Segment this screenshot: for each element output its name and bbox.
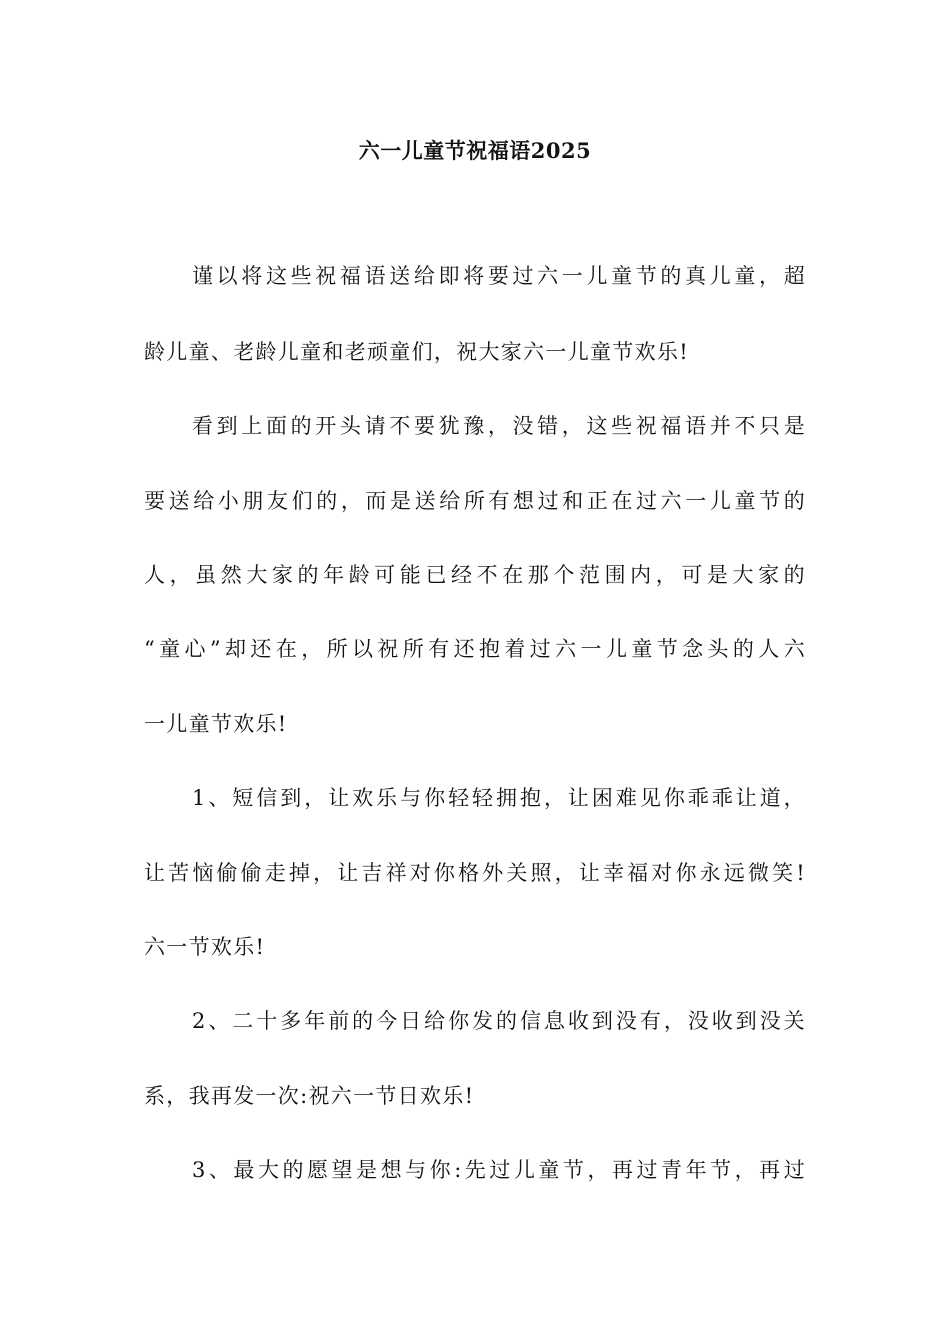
paragraph-explanation-line-1: 看到上面的开头请不要犹豫，没错，这些祝福语并不只是 xyxy=(192,414,806,438)
paragraph-explanation-line-2: 要送给小朋友们的，而是送给所有想过和正在过六一儿童节的 xyxy=(144,489,806,513)
blessing-1-line-1: 1、短信到，让欢乐与你轻轻拥抱，让困难见你乖乖让道， xyxy=(192,786,806,810)
paragraph-intro-line-1: 谨以将这些祝福语送给即将要过六一儿童节的真儿童，超 xyxy=(192,264,806,288)
blessing-3-line-1: 3、最大的愿望是想与你:先过儿童节，再过青年节，再过 xyxy=(192,1158,806,1182)
paragraph-explanation-line-4: “童心”却还在，所以祝所有还抱着过六一儿童节念头的人六 xyxy=(144,637,806,661)
paragraph-intro-line-2: 龄儿童、老龄儿童和老顽童们，祝大家六一儿童节欢乐! xyxy=(144,340,689,364)
paragraph-explanation-line-5: 一儿童节欢乐! xyxy=(144,712,288,736)
blessing-2-line-1: 2、二十多年前的今日给你发的信息收到没有，没收到没关 xyxy=(192,1009,806,1033)
document-title: 六一儿童节祝福语2025 xyxy=(358,138,592,163)
blessing-2-line-2: 系，我再发一次:祝六一节日欢乐! xyxy=(144,1084,475,1108)
paragraph-explanation-line-3: 人，虽然大家的年龄可能已经不在那个范围内，可是大家的 xyxy=(144,563,806,587)
blessing-1-line-3: 六一节欢乐! xyxy=(144,935,266,959)
blessing-1-line-2: 让苦恼偷偷走掉，让吉祥对你格外关照，让幸福对你永远微笑! xyxy=(144,861,806,885)
